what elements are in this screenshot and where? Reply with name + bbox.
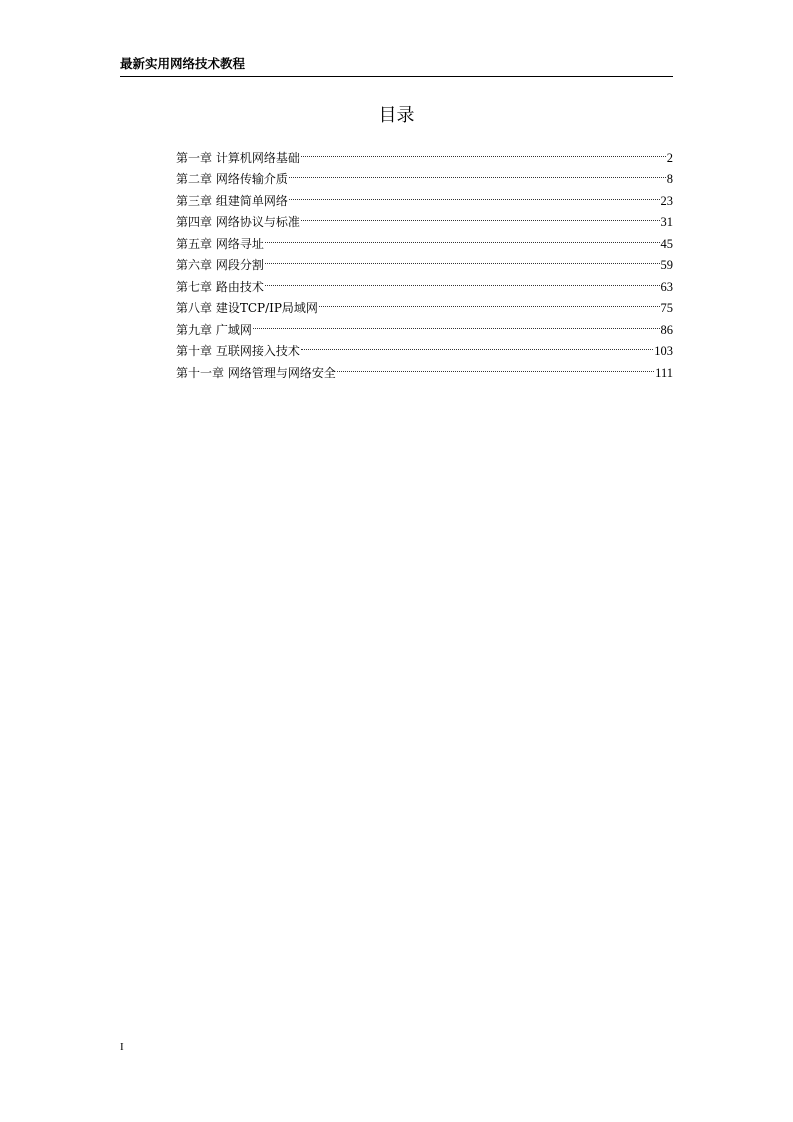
toc-entry-page: 111 [655, 365, 673, 380]
toc-dot-leader [319, 291, 660, 313]
toc-entry-page: 31 [660, 215, 673, 229]
toc-entry[interactable] [176, 140, 673, 165]
toc-dot-leader [289, 183, 660, 205]
toc-dot-leader [289, 162, 666, 184]
toc-entry-label: 第五章 网络寻址 [176, 236, 264, 251]
header-title: 最新实用网络技术教程 [120, 56, 246, 71]
page-header [120, 56, 673, 77]
toc-entry-label: 第八章 建设TCP/IP局域网 [176, 301, 318, 315]
toc-entry-label: 第七章 路由技术 [176, 279, 264, 294]
toc-list [176, 140, 673, 380]
toc-entry-page: 59 [660, 258, 673, 272]
toc-dot-leader [265, 226, 660, 248]
toc-dot-leader [337, 355, 654, 377]
toc-entry-label: 第二章 网络传输介质 [176, 172, 288, 186]
toc-entry-label: 第四章 网络协议与标准 [176, 215, 300, 229]
toc-entry-page: 63 [660, 279, 673, 294]
toc-entry-label: 第六章 网段分割 [176, 258, 264, 272]
toc-dot-leader [265, 248, 660, 270]
toc-entry-page: 75 [660, 301, 673, 315]
toc-dot-leader [265, 269, 660, 291]
toc-entry-page: 2 [666, 150, 673, 165]
toc-entry-page: 86 [660, 322, 673, 337]
toc-entry-label: 第九章 广域网 [176, 322, 252, 337]
toc-entry-label: 第十章 互联网接入技术 [176, 344, 300, 358]
toc-title: 目录 [378, 105, 415, 126]
toc-entry-page: 8 [666, 172, 673, 186]
toc-entry-page: 45 [660, 236, 673, 251]
toc-dot-leader [253, 312, 660, 334]
toc-entry-label: 第十一章 网络管理与网络安全 [176, 365, 336, 380]
toc-dot-leader [301, 205, 660, 227]
toc-entry-label: 第三章 组建简单网络 [176, 193, 288, 208]
toc-dot-leader [301, 140, 666, 162]
toc-entry-page: 103 [654, 344, 673, 358]
toc-entry-label: 第一章 计算机网络基础 [176, 150, 300, 165]
toc-entry-page: 23 [660, 193, 673, 208]
toc-dot-leader [301, 334, 653, 356]
page-number: I [120, 1041, 124, 1053]
